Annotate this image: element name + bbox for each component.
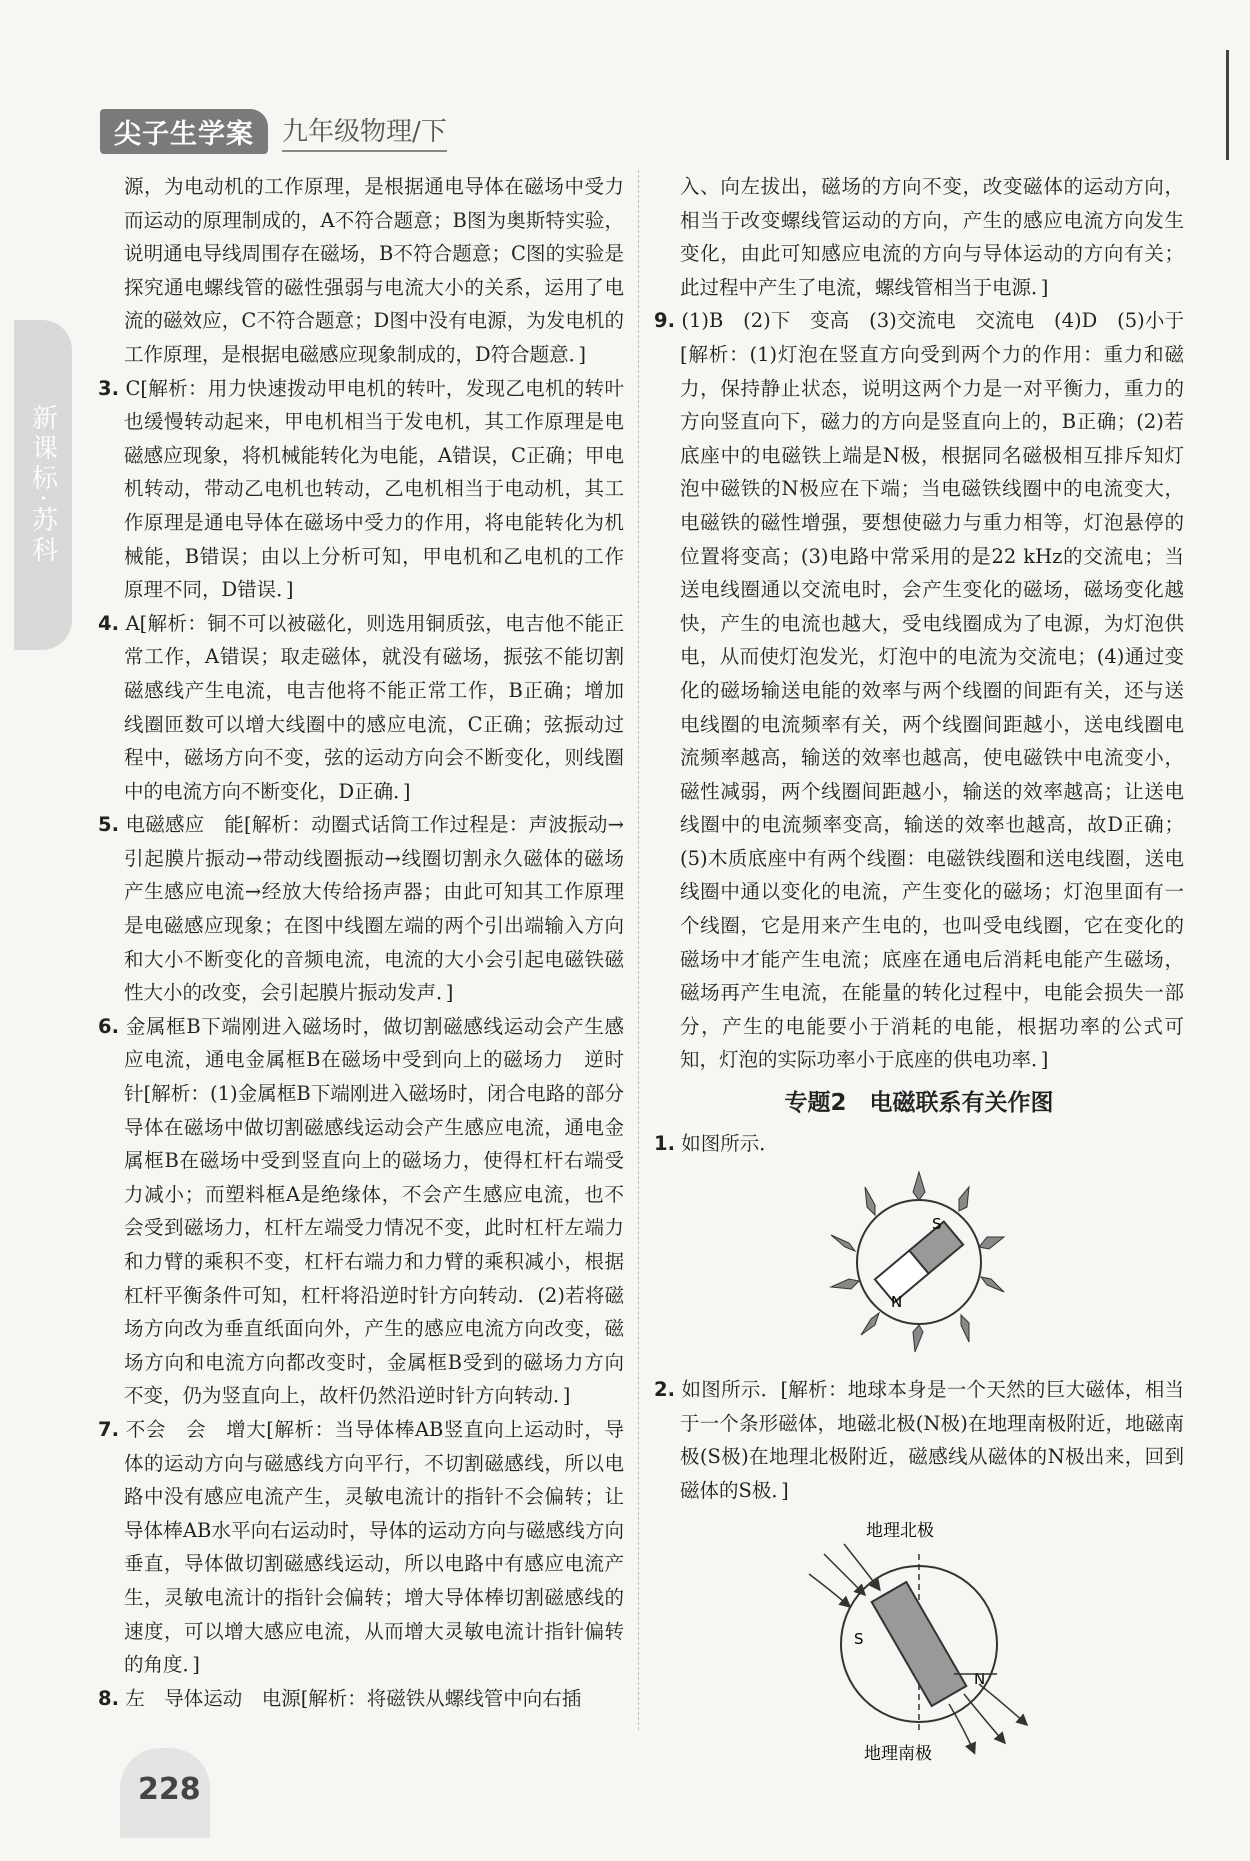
column-divider — [638, 170, 639, 1730]
side-tab-label: 新课标·苏科 — [27, 403, 58, 567]
earth-s-label: S — [854, 1629, 864, 1648]
answer-text: 不会 会 增大[解析：当导体棒AB竖直向上运动时，导体的运动方向与磁感线方向平行，不切割磁感线，所以电路中没有感应电流产生，灵敏电流计的指针不会偏转；让导体棒AB水平向右运动时，导体的运动方向与磁感线方向垂直，导体做切割磁感线运动，所以电路中有感应电流产生，灵敏电流计的指针会偏转；增大导体棒切割磁感线的速度，可以增大感应电流，从而增大灵敏电流计指针偏转的角度．] — [124, 1417, 624, 1677]
side-tab — [14, 320, 72, 650]
answer-number: 6. — [98, 1014, 119, 1038]
answer-number: 8. — [98, 1686, 119, 1710]
answer-6 — [98, 1010, 624, 1413]
right-column — [654, 170, 1184, 1780]
page-number: 228 — [138, 1772, 201, 1807]
compass-needle — [979, 1237, 1004, 1249]
answer-8 — [98, 1682, 624, 1716]
magnet-n-label: N — [891, 1292, 903, 1311]
subject-title: 九年级物理/下 — [282, 111, 447, 152]
answer-7 — [98, 1413, 624, 1682]
answer-text: C[解析：用力快速拨动甲电机的转叶，发现乙电机的转叶也缓慢转动起来，甲电机相当于发电机，其工作原理是电磁感应现象，将机械能转化为电能，A错误，C正确；甲电机转动，带动乙电机也转动，乙电机相当于电动机，其工作原理是通电导体在磁场中受力的作用，将电能转化为机械能，B错误；由以上分析可知，甲电机和乙电机的工作原理不同，D错误．] — [124, 376, 624, 602]
compass-needle — [831, 1279, 859, 1289]
answer-number: 9. — [654, 309, 675, 333]
answer-8-continuation: 入、向左拔出，磁场的方向不变，改变磁体的运动方向，相当于改变螺线管运动的方向，产生的感应电流方向发生变化，由此可知感应电流的方向与导体运动的方向有关；此过程中产生了电流，螺线管相当于电源．] — [680, 175, 1184, 299]
answer-text: 电磁感应 能[解析：动圈式话筒工作过程是：声波振动→引起膜片振动→带动线圈振动→线圈切割永久磁体的磁场产生感应电流→经放大传给扬声器；由此可知其工作原理是电磁感应现象；在图中线圈左端的两个引出端输入方向和大小不断变化的音频电流，电流的大小会引起电磁铁磁性大小的改变，会引起膜片振动发声．] — [124, 813, 624, 1005]
question-2 — [654, 1373, 1184, 1507]
field-line — [979, 1684, 1026, 1724]
answer-5 — [98, 808, 624, 1010]
left-column — [98, 170, 624, 1715]
question-1 — [654, 1127, 1184, 1161]
compass-needle — [981, 1277, 1004, 1292]
answer-number: 5. — [98, 813, 119, 837]
geographic-north-label: 地理北极 — [866, 1520, 934, 1541]
field-line — [844, 1544, 879, 1589]
answer-number: 4. — [98, 611, 119, 635]
answer-text: 如图所示． — [681, 1132, 779, 1156]
answer-text: (1)B (2)下 变高 (3)交流电 交流电 (4)D (5)小于[解析：(1)灯泡在竖直方向受到两个力的作用：重力和磁力，保持静止状态，说明这两个力是一对平衡力，重力的方向竖直向下，磁力的方向是竖直向上的，B正确；(2)若底座中的电磁铁上端是N极，根据同名磁极相互排斥知灯泡中磁铁的N极应在下端；当电磁铁线圈中的电流变大，电磁铁的磁性增强，要想使磁力与重力相等，灯泡悬停的位置将变高；(3)电路中常采用的是22 kHz的交流电；当送电线圈通以交流电时，会产生变化的磁场，磁场变化越快，产生的电流也越大，受电线圈成为了电源，为灯泡供电，从而使灯泡发光，灯泡中的电流为交流电；(4)通过变化的磁场输送电能的效率与两个线圈的间距有关，还与送电线圈的电流频率有关，两个线圈间距越小，送电线圈电流频率越高，输送的效率也越高，使电磁铁中电流变小，磁性减弱，两个线圈间距越小，输送的效率越高；让送电线圈中的电流频率变高，输送的效率也越高，故D正确；(5)木质底座中有两个线圈：电磁铁线圈和送电线圈，送电线圈中通以变化的电流，产生变化的磁场；灯泡里面有一个线圈，它是用来产生电的，也叫受电线圈，它在变化的磁场中才能产生电流；底座在通电后消耗电能产生磁场，磁场再产生电流，在能量的转化过程中，电能会损失一部分，产生的电能要小于消耗的电能，根据功率的公式可知，灯泡的实际功率小于底座的供电功率．] — [680, 309, 1185, 1072]
magnet-s-label: S — [932, 1214, 942, 1233]
answer-number: 3. — [98, 376, 119, 400]
compass-needle — [861, 1313, 879, 1335]
compass-magnet-diagram — [819, 1167, 1019, 1357]
answer-9 — [654, 304, 1184, 1077]
answer-text: A[解析：铜不可以被磁化，则选用铜质弦，电吉他不能正常工作，A错误；取走磁体，就没有磁场，振弦不能切割磁感线产生电流，电吉他将不能正常工作，B正确；增加线圈匝数可以增大线圈中的感应电流，C正确；弦振动过程中，磁场方向不变，弦的运动方向会不断变化，则线圈中的电流方向不断变化，D正确．] — [124, 611, 624, 803]
field-line — [809, 1574, 849, 1606]
answer-number: 1. — [654, 1132, 675, 1156]
answer-text: 如图所示．[解析：地球本身是一个天然的巨大磁体，相当于一个条形磁体，地磁北极(N极)在地理南极附近，地磁南极(S极)在地理北极附近，磁感线从磁体的N极出来，回到磁体的S极．] — [680, 1378, 1184, 1502]
answer-4 — [98, 607, 624, 809]
compass-needle — [865, 1187, 875, 1215]
compass-needle — [913, 1325, 923, 1352]
bar-magnet — [875, 1221, 963, 1302]
compass-needle — [961, 1315, 969, 1342]
field-line — [964, 1694, 1004, 1742]
answer-continuation: 源，为电动机的工作原理，是根据通电导体在磁场中受力而运动的原理制成的，A不符合题意；B图为奥斯特实验，说明通电导线周围存在磁场，B不符合题意；C图的实验是探究通电螺线管的磁性强弱与电流大小的关系，运用了电流的磁效应，C不符合题意；D图中没有电源，为发电机的工作原理，是根据电磁感应现象制成的，D符合题意．] — [124, 175, 624, 366]
figure-1 — [654, 1167, 1184, 1368]
earth-magnetic-field-diagram — [804, 1514, 1034, 1764]
compass-needle — [831, 1235, 855, 1251]
answer-number: 2. — [654, 1378, 675, 1402]
page-header — [100, 110, 447, 152]
geographic-south-label: 地理南极 — [864, 1743, 932, 1764]
figure-2 — [654, 1514, 1184, 1775]
section-title: 专题2 电磁联系有关作图 — [784, 1090, 1054, 1117]
answer-text: 金属框B下端刚进入磁场时，做切割磁感线运动会产生感应电流，通电金属框B在磁场中受到向上的磁场力 逆时针[解析：(1)金属框B下端刚进入磁场时，闭合电路的部分导体在磁场中做切割磁感线运动会产生感应电流，通电金属框B在磁场中受到竖直向上的磁场力，使得杠杆右端受力减小；而塑料框A是绝缘体，不会产生感应电流，也不会受到磁场力，杠杆左端受力情况不变，此时杠杆左端力和力臂的乘积不变，杠杆右端力和力臂的乘积减小，根据杠杆平衡条件可知，杠杆将沿逆时针方向转动．(2)若将磁场方向改为垂直纸面向外，产生的感应电流方向改变，磁场方向和电流方向都改变时，金属框B受到的磁场力方向不变，仍为竖直向上，故杆仍然沿逆时针方向转动．] — [124, 1014, 624, 1408]
field-line — [824, 1554, 864, 1594]
field-line — [949, 1704, 974, 1752]
compass-needle — [913, 1172, 925, 1200]
earth-n-label: N — [974, 1669, 986, 1688]
answer-3 — [98, 372, 624, 607]
answer-number: 7. — [98, 1417, 119, 1441]
brand-logo: 尖子生学案 — [100, 109, 268, 154]
answer-text: 左 导体运动 电源[解析：将磁铁从螺线管中向右插 — [125, 1686, 582, 1710]
compass-needle — [959, 1187, 969, 1211]
edge-bar — [1226, 50, 1229, 160]
